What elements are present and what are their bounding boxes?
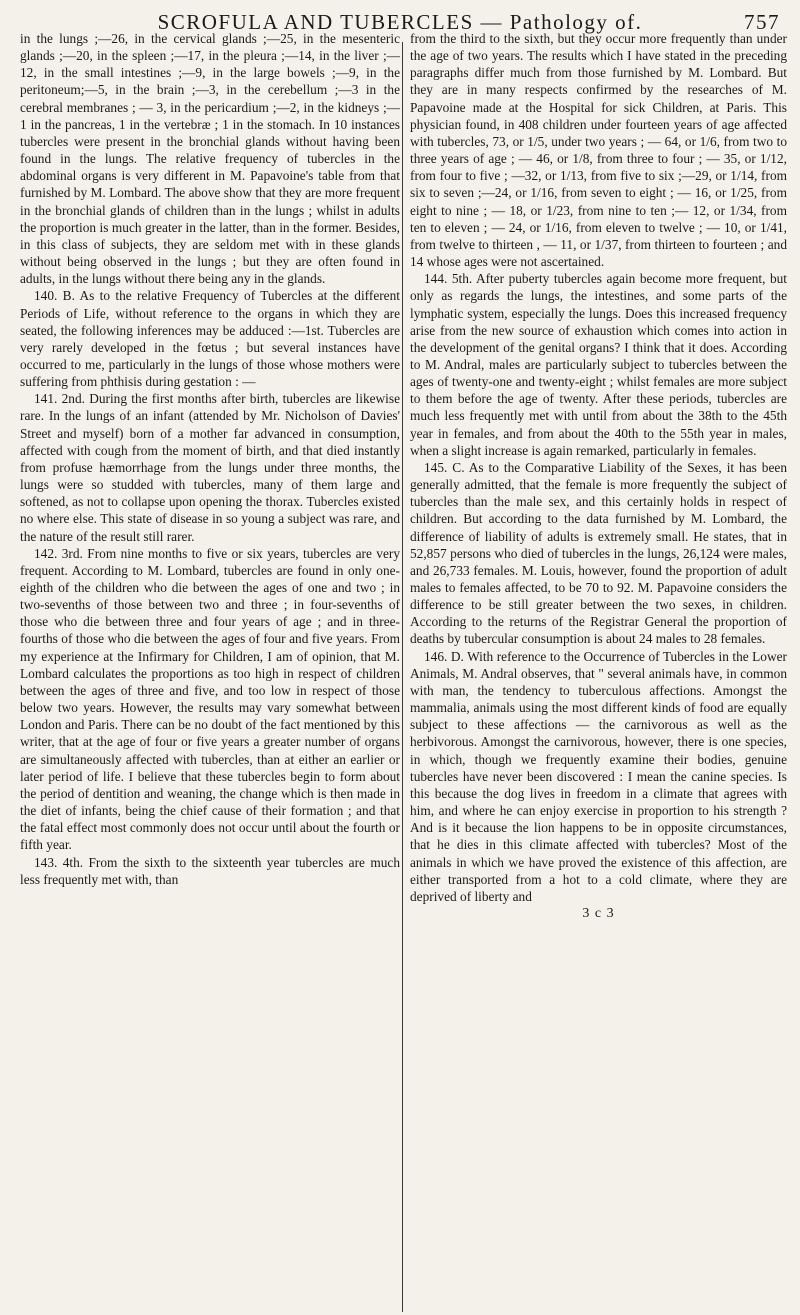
- paragraph: 145. C. As to the Comparative Liability of the Sexes, it has been generally admitted, that the female is more frequently the subject of tubercles than the male sex, and this certainly holds in respect of children. But according to the data furnished by M. Lombard, the difference of liability of adults is extremely small. He states, that in 52,857 persons who died of tubercles in the lungs, 26,124 were males, and 26,733 females. M. Louis, however, found the proportion of adult males to females affected, to be 70 to 92. M. Papavoine considers the difference to be still greater between the two sexes, in children. According to the returns of the Registrar General the proportion of deaths by tubercular consumption is about 24 males to 28 females.: [410, 459, 787, 647]
- paragraph: 142. 3rd. From nine months to five or six years, tubercles are very frequent. According to M. Lombard, tubercles are found in only one-eighth of the children who die between the ages of one and two ; in two-sevenths of those between two and three ; in four-sevenths of those who die between three and four years of age ; and in three-fourths of those who die between the ages of four and five years. From my experience at the Infirmary for Children, I am of opinion, that M. Lombard calculates the proportions as too high in respect of children between the ages of three and five, and too low in respect of those below two years. However, the results may vary somewhat between London and Paris. There can be no doubt of the fact mentioned by this writer, that at the age of four or five years a greater number of organs are simultaneously affected with tubercles, than at either an earlier or later period of life. I believe that these tubercles begin to form about the period of dentition and weaning, the change which is then made in the diet of infants, being the chief cause of their formation ; and that the fatal effect most commonly does not occur until about the fourth or fifth year.: [20, 545, 400, 853]
- paragraph: in the lungs ;—26, in the cervical glands ;—25, in the mesenteric glands ;—20, in the spleen ;—17, in the pleura ;—14, in the liver ;—12, in the small intestines ;—9, in the large bowels ;—9, in the peritoneum;—5, in the brain ;—3, in the cerebellum ;—3 in the cerebral membranes ; — 3, in the pericardium ;—2, in the kidneys ;—1 in the pancreas, 1 in the vertebræ ; 1 in the stomach. In 10 instances tubercles were present in the bronchial glands without having been found in the lungs. The relative frequency of tubercles in the abdominal organs is very different in M. Papavoine's table from that furnished by M. Lombard. The above show that they are more frequent in the bronchial glands of children than in the lungs ; whilst in adults the proportion is much greater in the latter, than in the former. Besides, in this class of subjects, they are seldom met with in these glands without being observed in the lungs ; but they are often found in adults, in the lungs without there being any in the glands.: [20, 31, 400, 287]
- paragraph: 141. 2nd. During the first months after birth, tubercles are likewise rare. In the lungs of an infant (attended by Mr. Nicholson of Davies' Street and myself) born of a mother far advanced in consumption, affected with cough from the moment of birth, and that died instantly from profuse hæmorrhage from the lungs under three months, the lungs were so studded with tubercles, many of them large and softened, as not to collapse upon opening the thorax. Tubercles existed no where else. This state of disease in so young a subject was rare, and the nature of the result still rarer.: [20, 391, 400, 544]
- paragraph: 143. 4th. From the sixth to the sixteenth year tubercles are much less frequently met with, than: [20, 854, 400, 887]
- right-column: [410, 30, 787, 921]
- paragraph: 140. B. As to the relative Frequency of Tubercles at the different Periods of Life, without reference to the organs in which they are seated, the following inferences may be adduced :—1st. Tubercles are very rarely developed in the fœtus ; but several instances have occurred to me, particularly in the lungs of those whose mothers were suffering from phthisis during gestation : —: [20, 288, 400, 390]
- paragraph: from the third to the sixth, but they occur more frequently than under the age of two years. The results which I have stated in the preceding paragraphs differ much from those furnished by M. Lombard. But they are in many respects confirmed by the researches of M. Papavoine made at the Hospital for sick Children, at Paris. This physician found, in 408 children under fourteen years of age affected with tubercles, 73, or 1/5, under two years ; — 64, or 1/6, from two to three years of age ; — 46, or 1/8, from three to four ; — 35, or 1/12, from four to five ; —32, or 1/13, from five to six ;—29, or 1/14, from six to seven ;—24, or 1/16, from seven to eight ; — 16, or 1/25, from eight to nine ; — 18, or 1/23, from nine to ten ;— 12, or 1/34, from ten to eleven ; — 24, or 1/16, from eleven to twelve ; — 10, or 1/41, from twelve to thirteen , — 11, or 1/37, from thirteen to fourteen ; and 14 whose ages were not ascertained.: [410, 31, 787, 270]
- signature-mark: 3 c 3: [582, 905, 615, 921]
- column-divider: [402, 42, 403, 1312]
- paragraph: 144. 5th. After puberty tubercles again become more frequent, but only as regards the lungs, the intestines, and some parts of the lymphatic system, especially the lungs. Does this increased frequency arise from the new source of exhaustion which comes into action in the development of the genital organs? I think that it does. According to M. Andral, males are particularly subject to tubercles between the ages of twenty-one and twenty-eight ; whilst females are more subject to them before the age of twenty. After these periods, tubercles are much less frequently met with until from about the 38th to the 45th year in females, and from about the 40th to the 55th year in males, when a slight increase is again remarked, particularly in females.: [410, 271, 787, 458]
- paragraph: 146. D. With reference to the Occurrence of Tubercles in the Lower Animals, M. Andral observes, that " several animals have, in common with man, the tendency to tuberculous affections. Amongst the mammalia, animals using the most different kinds of food are equally subject to these affections — the carnivorous as well as the herbivorous. Amongst the carnivorous, however, there is one species, in which, though we frequently examine their bodies, genuine tubercles have never been discovered : I mean the canine species. Is this because the dog lives in freedom in a climate that agrees with him, and where he can enjoy exercise in proportion to his strength ? And is it because the lion happens to be in opposite circumstances, that he dies in this climate affected with tubercles? Most of the animals in which we have proved the existence of this affection, are either transported from a hot to a cold climate, where they are deprived of liberty and: [410, 648, 787, 904]
- left-column: [20, 30, 400, 888]
- running-title: SCROFULA AND TUBERCLES — Pathology of.: [157, 10, 643, 34]
- page-number: 757: [744, 10, 780, 34]
